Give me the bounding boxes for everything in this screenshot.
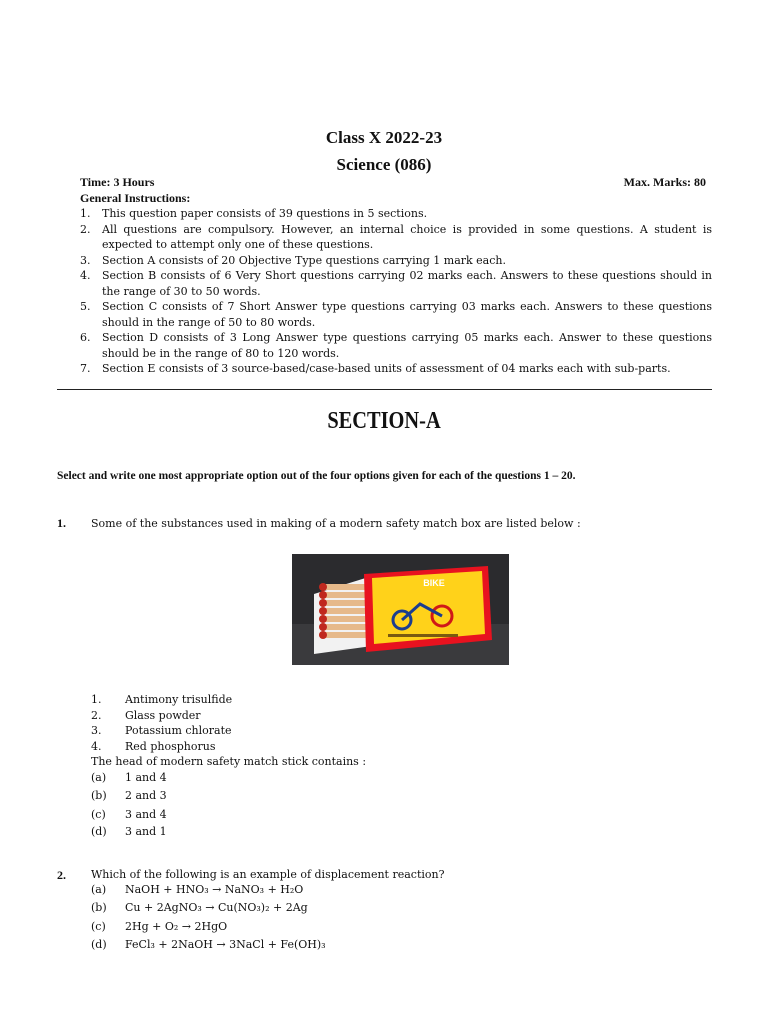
instruction-item: 5. Section C consists of 7 Short Answer type questions carrying 03 marks each. Answers to these questions should in the range of 50 to 80 words.: [80, 300, 712, 329]
option-a: (a) NaOH + HNO₃ → NaNO₃ + H₂O: [91, 883, 304, 896]
instruction-item: 4. Section B consists of 6 Very Short questions carrying 02 marks each. Answers to these questions should in the range of 30 to 50 words.: [80, 269, 712, 298]
instruction-item: 3. Section A consists of 20 Objective Type questions carrying 1 mark each.: [80, 253, 506, 267]
question-number: 1.: [57, 516, 66, 530]
section-a-heading: SECTION-A: [327, 408, 441, 434]
instruction-item: 6. Section D consists of 3 Long Answer type questions carrying 05 marks each. Answer to these questions should be in the range of 80 to 120 words.: [80, 331, 712, 360]
section-divider: [57, 389, 712, 390]
question-text: Some of the substances used in making of a modern safety match box are listed below :: [91, 517, 581, 530]
option-c: (c) 2Hg + O₂ → 2HgO: [91, 920, 228, 933]
substance-item: 4. Red phosphorus: [91, 740, 216, 753]
instruction-item: 7. Section E consists of 3 source-based/case-based units of assessment of 04 marks each with sub-parts.: [80, 362, 671, 375]
question-number: 2.: [57, 868, 66, 882]
substance-item: 1. Antimony trisulfide: [91, 693, 233, 706]
substance-item: 2. Glass powder: [91, 709, 201, 722]
substance-item: 3. Potassium chlorate: [91, 724, 232, 737]
option-d: (d) FeCl₃ + 2NaOH → 3NaCl + Fe(OH)₃: [91, 938, 326, 951]
paper-meta: [80, 175, 712, 190]
section-a-instruction: Select and write one most appropriate option out of the four options given for each of the questions 1 – 20.: [57, 470, 576, 482]
option-d: (d) 3 and 1: [91, 825, 167, 838]
question-text: Which of the following is an example of displacement reaction?: [91, 868, 445, 881]
instructions-list: [80, 206, 712, 377]
general-instructions-heading: General Instructions:: [80, 191, 191, 205]
time-label: Time: 3 Hours: [80, 175, 155, 189]
max-marks-label: Max. Marks: 80: [623, 175, 706, 189]
option-a: (a) 1 and 4: [91, 771, 167, 784]
paper-subject: Science (086): [336, 155, 432, 174]
instruction-item: 2. All questions are compulsory. However, an internal choice is provided in some questions. A student is expected to attempt only one of these questions.: [80, 222, 712, 251]
instruction-item: 1. This question paper consists of 39 questions in 5 sections.: [80, 207, 428, 220]
option-b: (b) 2 and 3: [91, 789, 167, 802]
option-c: (c) 3 and 4: [91, 808, 167, 821]
matchbox-brand: BIKE: [423, 578, 445, 588]
matchbox-image: [292, 554, 509, 665]
paper-title: Class X 2022-23: [325, 128, 443, 147]
question-stem: The head of modern safety match stick contains :: [91, 755, 367, 768]
option-b: (b) Cu + 2AgNO₃ → Cu(NO₃)₂ + 2Ag: [91, 901, 308, 914]
